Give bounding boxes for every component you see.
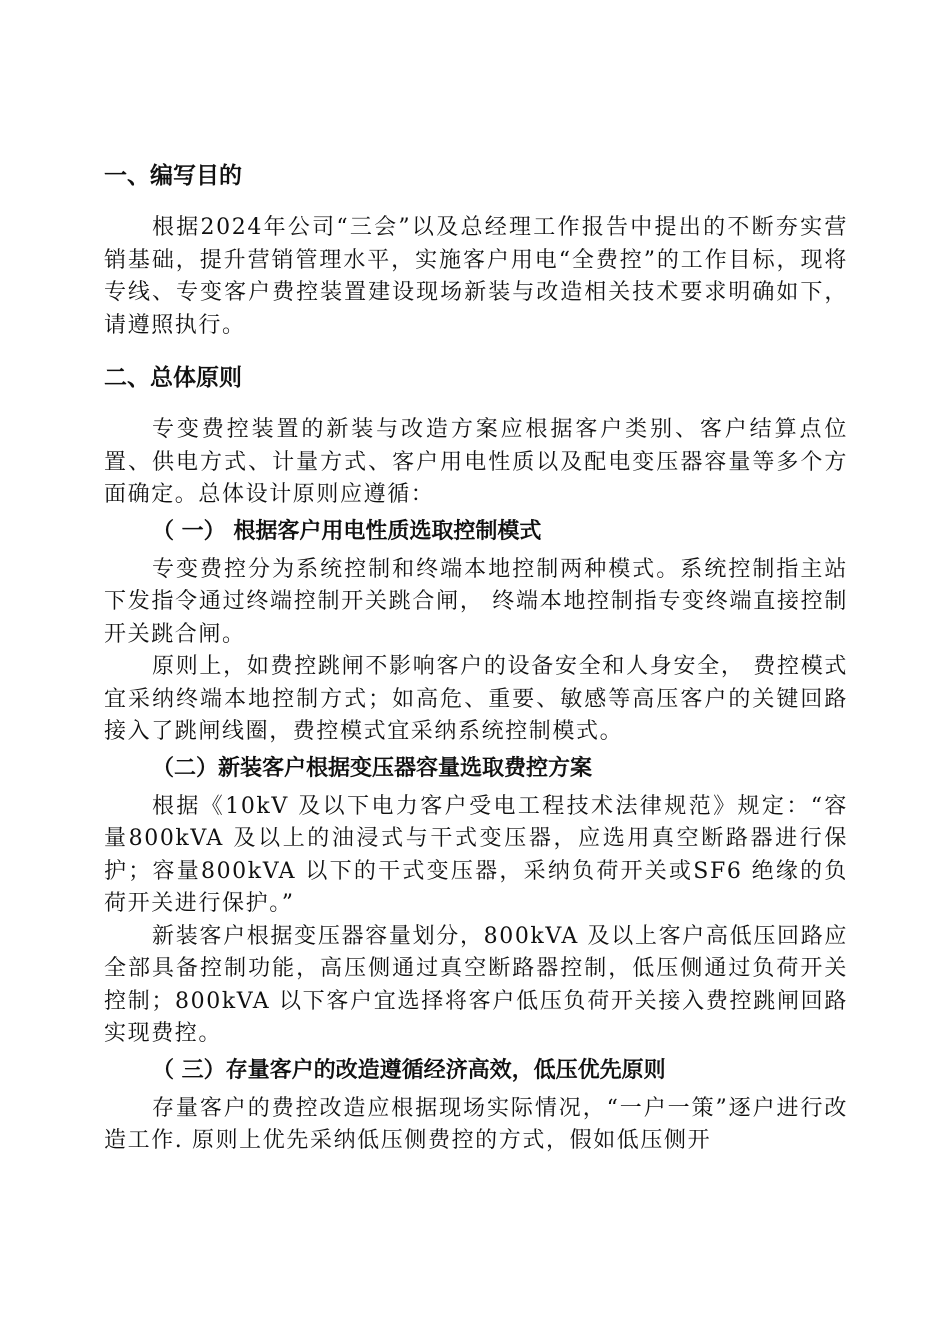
section-heading-principles: 二、总体原则 — [104, 365, 242, 391]
subsection-heading-existing-customers: （ 三）存量客户的改造遵循经济高效，低压优先原则 — [152, 1057, 666, 1083]
purpose-paragraph: 根据2024年公司“三会”以及总经理工作报告中提出的不断夯实营销基础，提升营销管理水平，实施客户用电“全费控”的工作目标，现将专线、专变客户费控装置建设现场新装与改造相关技术要求明确如下，请遵照执行。 — [104, 215, 848, 338]
section-heading-purpose: 一、编写目的 — [104, 163, 242, 189]
control-mode-paragraph-2: 原则上，如费控跳闸不影响客户的设备安全和人身安全， 费控模式宜采纳终端本地控制方式；如高危、重要、敏感等高压客户的关键回路接入了跳闸线圈，费控模式宜采纳系统控制模式。 — [104, 654, 848, 744]
document-page — [104, 138, 848, 1158]
new-customers-paragraph-2: 新装客户根据变压器容量划分，800kVA 及以上客户高低压回路应全部具备控制功能，高压侧通过真空断路器控制，低压侧通过负荷开关控制；800kVA 以下客户宜选择将客户低压负荷开关接入费控跳闸回路实现费控。 — [104, 923, 848, 1046]
subsection-heading-control-mode: （ 一） 根据客户用电性质选取控制模式 — [152, 518, 542, 544]
control-mode-paragraph-1: 专变费控分为系统控制和终端本地控制两种模式。系统控制指主站下发指令通过终端控制开关跳合闸， 终端本地控制指专变终端直接控制开关跳合闸。 — [104, 556, 848, 647]
subsection-heading-new-customers: （二）新装客户根据变压器容量选取费控方案 — [152, 755, 593, 781]
new-customers-paragraph-1: 根据《10kV 及以下电力客户受电工程技术法律规范》规定：“容量800kVA 及以上的油浸式与干式变压器，应选用真空断路器进行保护；容量800kVA 以下的干式变压器，采纳负荷开关或SF6 绝缘的负荷开关进行保护。” — [104, 793, 848, 916]
principles-intro-paragraph: 专变费控装置的新装与改造方案应根据客户类别、客户结算点位置、供电方式、计量方式、客户用电性质以及配电变压器容量等多个方面确定。总体设计原则应遵循： — [104, 417, 848, 507]
existing-customers-paragraph: 存量客户的费控改造应根据现场实际情况，“一户一策”逐户进行改造工作. 原则上优先采纳低压侧费控的方式，假如低压侧开 — [104, 1095, 848, 1153]
